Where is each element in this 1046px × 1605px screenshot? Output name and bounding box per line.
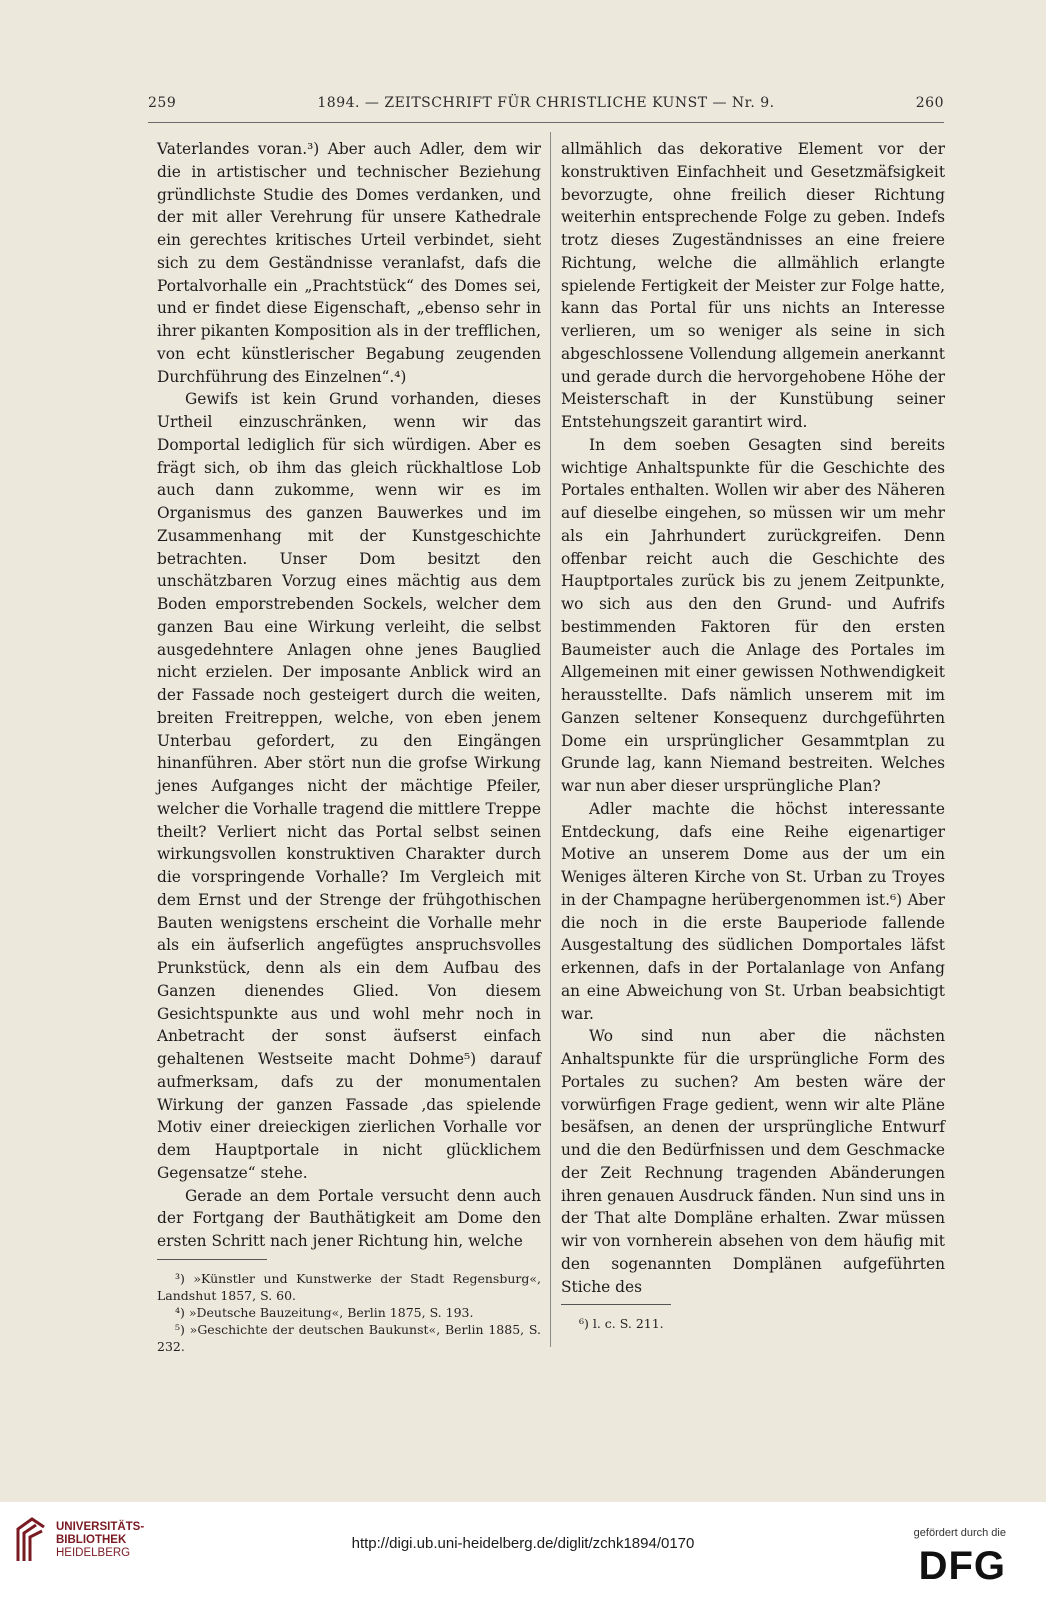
right-column <box>561 138 945 1332</box>
footnotes <box>157 1270 541 1355</box>
footnote: ⁵) »Geschichte der deutschen Baukunst«, Berlin 1885, S. 232. <box>157 1321 541 1354</box>
paragraph: allmählich das dekorative Element vor der konstruktiven Einfachheit und Gesetzmäfsigkeit bevorzugte, ohne freilich dieser Richtung weiterhin entsprechende Folge zu geben. Indefs trotz dieses Zugeständnisses an eine freiere Richtung, welche die allmählich erlangte spielende Fertigkeit der Meister zur Folge hatte, kann das Portal für uns nichts an Interesse verlieren, um so weniger als seine in sich abgeschlossene Vollendung allgemein anerkannt und gerade durch die hervorgehobene Höhe der Meisterschaft in der Kunstübung seiner Entstehungszeit garantirt wird. <box>561 140 945 431</box>
column-divider <box>550 132 551 1347</box>
paragraph: Adler machte die höchst interessante Entdeckung, dafs eine Reihe eigenartiger Motive an unserem Dome aus der um ein Weniges älteren Kirche von St. Urban zu Troyes in der Champagne herübergenommen ist.⁶) Aber die noch in die erste Bauperiode fallende Ausgestaltung des südlichen Domportales läfst erkennen, dafs in der Portalanlage von Anfang an eine Abweichung von St. Urban beabsichtigt war. <box>561 799 945 1023</box>
running-title: 1894. — ZEITSCHRIFT FÜR CHRISTLICHE KUNST — Nr. 9. <box>317 95 775 111</box>
paragraph: Wo sind nun aber die nächsten Anhaltspunkte für die ursprüngliche Form des Portales zu suchen? Am besten wäre der vorwürfigen Frage gedient, wenn wir alte Pläne besäfsen, an denen der ursprüngliche Entwurf und die den Bedürfnissen und dem Geschmacke der Zeit Rechnung tragenden Abänderungen ihren genauen Ausdruck fänden. Nun sind uns in der That alte Dompläne erhalten. Zwar müssen wir von vornherein absehen von dem häufig mit den sogenannten Domplänen aufgeführten Stiche des <box>561 1027 945 1296</box>
paragraph: Gerade an dem Portale versucht denn auch der Fortgang der Bauthätigkeit am Dome den ersten Schritt nach jener Richtung hin, welche <box>157 1186 541 1250</box>
running-header <box>148 95 944 119</box>
footnote: ³) »Künstler und Kunstwerke der Stadt Regensburg«, Landshut 1857, S. 60. <box>157 1270 541 1303</box>
footnotes <box>561 1315 945 1332</box>
dfg-logo: DFG <box>918 1544 1006 1588</box>
paragraph: Vaterlandes voran.³) Aber auch Adler, dem wir die in artistischer und technischer Beziehung gründlichste Studie des Domes verdanken, und der mit aller Verehrung für unsere Kathedrale ein gerechtes kritisches Urteil verbindet, sieht sich zu dem Geständnisse veranlafst, dafs die Portalvorhalle ein „Prachtstück“ des Domes sei, und er findet diese Eigenschaft, „ebenso sehr in ihrer pikanten Komposition als in der trefflichen, von echt künstlerischer Begabung zeugenden Durchführung des Einzelnen“.⁴) <box>157 140 541 386</box>
page-number-right: 260 <box>915 95 944 111</box>
institution-line: HEIDELBERG <box>56 1547 131 1559</box>
page-number-left: 259 <box>148 95 177 111</box>
footnote-rule <box>157 1259 267 1260</box>
institution-line: BIBLIOTHEK <box>56 1534 127 1546</box>
footnote: ⁶) l. c. S. 211. <box>579 1316 664 1332</box>
institution-line: UNIVERSITÄTS- <box>56 1521 145 1533</box>
header-rule <box>148 122 944 123</box>
funded-by-label: gefördert durch die <box>913 1527 1006 1539</box>
left-column <box>157 138 541 1355</box>
viewer-footer <box>0 1502 1046 1605</box>
citation-link[interactable]: http://digi.ub.uni-heidelberg.de/diglit/zchk1894/0170 <box>351 1535 695 1552</box>
paragraph: In dem soeben Gesagten sind bereits wichtige Anhaltspunkte für die Geschichte des Portales enthalten. Wollen wir aber des Näheren auf dieselbe eingehen, so müssen wir um mehr als ein Jahrhundert zurückgreifen. Denn offenbar reicht auch die Geschichte des Hauptportales zurück bis zu jenem Zeitpunkte, wo sich aus den den Grund- und Aufrifs bestimmenden Faktoren für den ersten Baumeister auch die Anlage des Portales im Allgemeinen mit einer gewissen Nothwendigkeit herausstellte. Dafs nämlich unserem mit im Ganzen seltener Konsequenz durchgeführten Dome ein ursprünglicher Gesammtplan zu Grunde lag, kann Niemand bestreiten. Welches war nun aber dieser ursprüngliche Plan? <box>561 435 945 795</box>
paragraph: Gewifs ist kein Grund vorhanden, dieses Urtheil einzuschränken, wenn wir das Domportal lediglich für sich würdigen. Aber es frägt sich, ob ihm das gleich rückhaltlose Lob auch dann zukomme, wenn wir es im Organismus des ganzen Bauwerkes und im Zusammenhang mit der Kunstgeschichte betrachten. Unser Dom besitzt den unschätzbaren Vorzug eines mächtig aus dem Boden emporstrebenden Sockels, welcher dem ganzen Bau eine Wirkung verleiht, die selbst ausgedehntere Anlagen ohne jenes Bauglied nicht erzielen. Der imposante Anblick wird an der Fassade noch gesteigert durch die weiten, breiten Freitreppen, welche, von eben jenem Unterbau gefordert, zu den Eingängen hinanführen. Aber stört nun die grofse Wirkung jenes Aufganges nicht der mächtige Pfeiler, welcher die Vorhalle tragend die mittlere Treppe theilt? Verliert nicht das Portal selbst seinen wirkungsvollen konstruktiven Charakter durch die vorspringende Vorhalle? Im Vergleich mit dem Ernst und der Strenge der frühgothischen Bauten wenigstens erscheint die Vorhalle mehr als ein äufserlich angefügtes anspruchsvolles Prunkstück, denn als ein dem Aufbau des Ganzen dienendes Glied. Von diesem Gesichtspunkte aus und wohl mehr noch in Anbetracht der sonst äufserst einfach gehaltenen Westseite macht Dohme⁵) darauf aufmerksam, dafs zu der monumentalen Wirkung der ganzen Fassade ‚das spielende Motiv einer dreieckigen zierlichen Vorhalle vor dem Hauptportale in nicht glücklichem Gegensatze“ stehe. <box>157 390 541 1182</box>
footnote: ⁴) »Deutsche Bauzeitung«, Berlin 1875, S. 193. <box>175 1304 474 1320</box>
footnote-rule <box>561 1304 671 1305</box>
